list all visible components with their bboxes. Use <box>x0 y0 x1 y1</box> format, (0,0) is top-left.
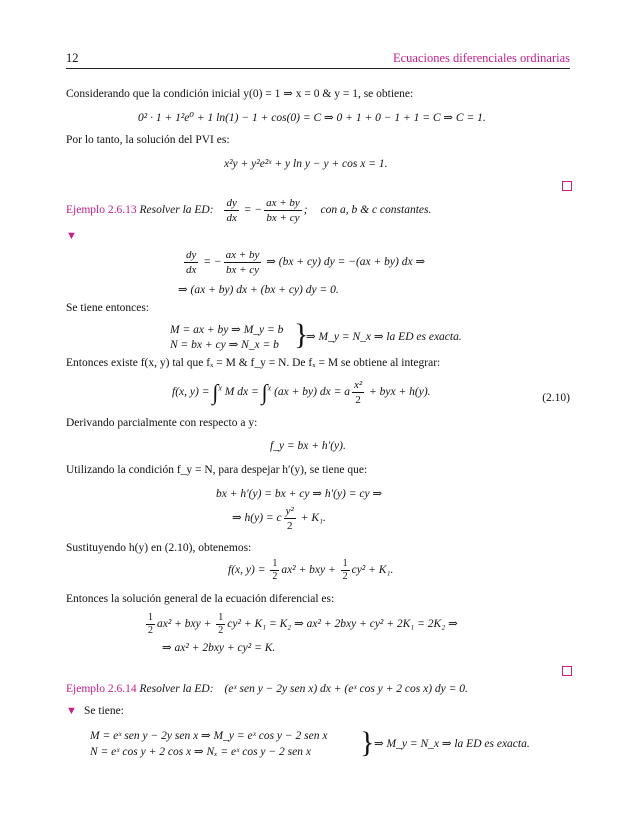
equation-h-prime: bx + h′(y) = bx + cy ⇒ h′(y) = cy ⇒ <box>216 488 383 500</box>
example-condition: con a, b & c constantes. <box>320 204 432 217</box>
equation-general-line2: ⇒ ax² + 2bxy + cy² = K. <box>162 642 276 654</box>
example-label: Ejemplo 2.6.14 <box>66 683 137 695</box>
paragraph-derivando: Derivando parcialmente con respecto a y: <box>66 417 258 429</box>
example-resolver: Resolver la ED: <box>139 204 214 217</box>
paragraph-se-tiene: Se tiene entonces: <box>66 302 150 314</box>
example-equation: (eˣ sen y − 2y sen x) dx + (eˣ cos y + 2 cos x) dy = 0. <box>224 683 468 695</box>
equation-separate-rest: ⇒ (bx + cy) dy = −(ax + by) dx ⇒ <box>266 256 426 269</box>
equation-general-tail: cy² + K₁ = K₂ ⇒ ax² + 2bxy + cy² + 2K₁ = 2K₂ ⇒ <box>227 618 458 631</box>
equation-m-partial-2: M = eˣ sen y − 2y sen x ⇒ M_y = eˣ cos y − 2 sen x <box>90 730 328 742</box>
solution-triangle-icon: ▼ <box>66 230 77 242</box>
paragraph-sustituyendo: Sustituyendo h(y) en (2.10), obtenemos: <box>66 542 252 554</box>
example-2-6-14 <box>66 683 468 695</box>
equation-integrate-tail: + byx + h(y). <box>369 386 431 399</box>
qed-square-icon <box>562 181 572 191</box>
paragraph-initial-condition: Considerando que la condición inicial y(0) = 1 ⇒ x = 0 & y = 1, se obtiene: <box>66 88 414 100</box>
equation-exactness: ⇒ M_y = N_x ⇒ la ED es exacta. <box>306 331 462 343</box>
equation-exactness-2: ⇒ M_y = N_x ⇒ la ED es exacta. <box>374 738 530 750</box>
equation-number: (2.10) <box>542 392 570 404</box>
equation-evaluate-c: 0² · 1 + 1²e⁰ + 1 ln(1) − 1 + cos(0) = C ⇒ 0 + 1 + 0 − 1 + 1 = C ⇒ C = 1. <box>138 112 486 124</box>
right-brace-icon: } <box>294 318 309 351</box>
equation-m-partial: M = ax + by ⇒ M_y = b <box>170 324 284 336</box>
solution-triangle-icon: ▼ <box>66 705 77 717</box>
header-rule <box>66 68 570 69</box>
equation-pvi-solution: x²y + y²e²ˣ + y ln y − y + cos x = 1. <box>224 158 388 170</box>
equation-h-tail: + K₁. <box>300 512 326 525</box>
paragraph-solution-pvi: Por lo tanto, la solución del PVI es: <box>66 134 230 146</box>
equation-fy: f_y = bx + h′(y). <box>270 440 346 452</box>
right-brace-icon: } <box>360 726 375 759</box>
equation-n-partial-2: N = eˣ cos y + 2 cos x ⇒ Nₓ = eˣ cos y − 2 sen x <box>90 746 311 758</box>
equation-h: ⇒ h(y) = c $\frac{\text{y²}}{2}$ + K₁. <box>232 505 326 532</box>
paragraph-solucion-general: Entonces la solución general de la ecuación diferencial es: <box>66 593 335 605</box>
paragraph-existe-f: Entonces existe f(x, y) tal que fₓ = M & f_y = N. De fₓ = M se obtiene al integrar: <box>66 357 441 369</box>
example-label: Ejemplo 2.6.13 <box>66 204 137 217</box>
equation-general-line1: $\frac{1}{2}$ ax² + bxy + $\frac{1}{2}$ cy² + K₁ = K₂ ⇒ ax² + 2bxy + cy² + 2K₁ = 2K₂ ⇒ <box>148 612 458 636</box>
paragraph-se-tiene-2: Se tiene: <box>84 705 124 717</box>
running-title: Ecuaciones diferenciales ordinarias <box>393 51 570 65</box>
paragraph-condicion: Utilizando la condición f_y = N, para despejar h′(y), se tiene que: <box>66 464 368 476</box>
example-2-6-13: Ejemplo 2.6.13 Resolver la ED: $\frac{dy}{dx}$ = − $\frac{ax + by}{bx + cy}$ ; con a, b & c constantes. <box>66 197 432 224</box>
page-number: 12 <box>66 51 79 65</box>
equation-separate: $\frac{dy}{dx}$ = − $\frac{ax + by}{bx + cy}$ ⇒ (bx + cy) dy = −(ax + by) dx ⇒ <box>186 249 426 276</box>
equation-n-partial: N = bx + cy ⇒ N_x = b <box>170 339 279 351</box>
equation-f-result: f(x, y) = $\frac{1}{2}$ ax² + bxy + $\frac{1}{2}$ cy² + K₁. <box>228 558 394 582</box>
example-resolver: Resolver la ED: <box>139 683 214 695</box>
equation-integrate-m: f(x, y) = ∫$^x$ M dx = ∫$^x$ (ax + by) dx = a $\frac{\text{x²}}{2}$ + byx + h(y). <box>172 379 431 406</box>
equation-exact-form: ⇒ (ax + by) dx + (bx + cy) dy = 0. <box>178 284 339 296</box>
qed-square-icon <box>562 666 572 676</box>
equation-general-mid: ax² + bxy + <box>157 618 212 631</box>
